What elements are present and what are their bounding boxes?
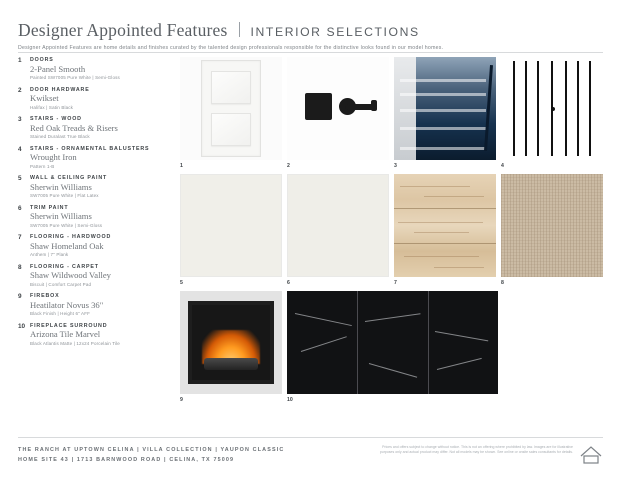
item-category: STAIRS - WOOD — [30, 116, 82, 123]
marble-vein — [435, 331, 488, 341]
page-description: Designer Appointed Features are home details and finishes curated by the talented design professionals responsible for the distinctive looks found in our model homes. — [18, 45, 444, 51]
item-number: 9 — [18, 293, 22, 301]
wood-grain — [434, 267, 484, 268]
item-number: 5 — [18, 175, 22, 183]
fireplace-logs — [204, 358, 258, 370]
item-description: SW7005 Pure White | Semi-Gloss — [30, 222, 103, 228]
item-name: Arizona Tile Marvel — [30, 329, 101, 340]
item-number: 8 — [18, 263, 22, 271]
item-number: 10 — [18, 322, 26, 330]
stair-tread — [400, 79, 486, 82]
wood-grain — [400, 186, 470, 187]
item-number: 7 — [18, 234, 22, 242]
baluster-knuckle — [551, 107, 555, 111]
baluster-icon — [501, 57, 603, 160]
firebox-frame — [188, 301, 274, 384]
door-lever-icon — [287, 57, 389, 160]
list-item — [18, 57, 173, 80]
baluster-rod — [589, 61, 591, 156]
page-title: Designer Appointed Features — [18, 20, 228, 40]
baluster-rod — [565, 61, 567, 156]
title-row — [18, 20, 603, 41]
stair-tread — [400, 127, 486, 130]
swatch-caption: 7 — [394, 280, 397, 286]
item-description: Black Atlantis Matte | 12x24 Porcelain Tile — [30, 340, 120, 346]
lever-tip — [371, 100, 377, 111]
marble-vein — [301, 336, 347, 352]
trim-paint-swatch-image — [287, 174, 389, 277]
swatch-cell-door — [180, 57, 282, 169]
swatch-caption: 10 — [287, 397, 293, 403]
stair-railing — [484, 65, 493, 151]
plank-seam — [394, 243, 496, 244]
swatch-cell-hardwood — [394, 174, 496, 286]
swatch-caption: 1 — [180, 163, 183, 169]
item-description: Stained Duralast True Black — [30, 134, 90, 140]
list-item — [18, 293, 173, 316]
firebox-swatch-image — [180, 291, 282, 394]
baluster-rod — [537, 61, 539, 156]
wall-paint-swatch-image — [180, 174, 282, 277]
swatch-caption: 6 — [287, 280, 290, 286]
item-name: Wrought Iron — [30, 152, 77, 163]
item-number: 4 — [18, 145, 22, 153]
plank-seam — [394, 208, 496, 209]
swatch-caption: 5 — [180, 280, 183, 286]
baluster-swatch-image — [501, 57, 603, 160]
list-item — [18, 205, 173, 228]
stair-tread — [400, 109, 486, 112]
item-description: Biscuit | Comfort Carpet Pad — [30, 281, 92, 287]
fireplace-photo — [180, 291, 282, 394]
swatch-caption: 8 — [501, 280, 504, 286]
list-item — [18, 323, 173, 346]
item-name: Sherwin Williams — [30, 211, 92, 222]
marble-vein — [437, 358, 482, 370]
item-description: Pattern 1-B — [30, 163, 55, 169]
wood-grain — [424, 196, 484, 197]
list-item — [18, 264, 173, 287]
surround-swatch-image — [287, 291, 498, 394]
item-number: 3 — [18, 116, 22, 124]
logo-mark-icon — [579, 442, 603, 466]
hardware-swatch-image — [287, 57, 389, 160]
footer-divider — [18, 437, 603, 438]
item-name: Shaw Wildwood Valley — [30, 270, 111, 281]
swatch-row — [180, 291, 603, 403]
swatch-row — [180, 57, 603, 169]
item-category: FIREBOX — [30, 293, 60, 300]
item-name: Sherwin Williams — [30, 181, 92, 192]
paint-chip-flat — [180, 174, 282, 277]
deadbolt-plate — [305, 93, 332, 120]
item-number: 6 — [18, 204, 22, 212]
legal-disclaimer: Prices and offers subject to change without notice. This is not an offering where prohibited by law. Images are for illustrative purposes only and actual product may differ. Not all models may be shown. See online or onsite sales consultants for details. — [379, 445, 573, 455]
marble-vein — [295, 313, 352, 326]
wood-grain — [414, 232, 469, 233]
title-divider — [239, 22, 240, 37]
carpet-texture — [501, 174, 603, 277]
page-header — [18, 20, 603, 51]
swatch-cell-carpet — [501, 174, 603, 286]
tile-joint — [428, 291, 429, 394]
item-description: Painted SW7005 Pure White | Semi-Gloss — [30, 75, 120, 81]
item-description: Anthem | 7" Plank — [30, 252, 69, 258]
item-description: Black Finish | Height 6" AFF — [30, 311, 90, 317]
paint-chip-semigloss — [287, 174, 389, 277]
item-category: DOOR HARDWARE — [30, 86, 90, 93]
builder-logo — [579, 442, 603, 466]
item-description: SW7005 Pure White | Flat Latex — [30, 193, 99, 199]
swatch-grid — [180, 57, 603, 403]
item-number: 2 — [18, 86, 22, 94]
item-name: Shaw Homeland Oak — [30, 240, 104, 251]
address-line: HOME SITE 43 | 1713 BARNWOOD ROAD | CELINA, TX 75009 — [18, 457, 235, 463]
swatch-cell-firebox — [180, 291, 282, 403]
feature-list — [18, 57, 173, 352]
door-panel-upper — [211, 71, 251, 104]
wood-grain — [404, 256, 479, 257]
swatch-caption: 9 — [180, 397, 183, 403]
item-category: DOORS — [30, 57, 54, 63]
item-description: Halifax | Satin Black — [30, 104, 74, 110]
item-category: TRIM PAINT — [30, 204, 69, 211]
baluster-rod — [513, 61, 515, 156]
baluster-rod — [577, 61, 579, 156]
swatch-cell-wall-paint — [180, 174, 282, 286]
hardwood-swatch-image — [394, 174, 496, 277]
item-category: WALL & CEILING PAINT — [30, 175, 108, 182]
door-panel-lower — [211, 113, 251, 146]
marble-tile-texture — [287, 291, 498, 394]
header-divider — [18, 52, 603, 53]
footer-info — [18, 447, 378, 467]
marble-vein — [365, 313, 421, 322]
swatch-caption: 2 — [287, 163, 290, 169]
wood-plank-texture — [394, 174, 496, 277]
door-icon — [180, 57, 282, 160]
item-number: 1 — [18, 57, 22, 64]
list-item — [18, 87, 173, 110]
list-item — [18, 234, 173, 257]
stair-tread — [400, 147, 486, 150]
list-item — [18, 116, 173, 139]
community-line: THE RANCH AT UPTOWN CELINA | VILLA COLLECTION | YAUPON CLASSIC — [18, 447, 285, 453]
item-category: FLOORING - CARPET — [30, 263, 99, 270]
door-swatch-image — [180, 57, 282, 160]
swatch-cell-stairs — [394, 57, 496, 169]
swatch-row — [180, 174, 603, 286]
tile-joint — [357, 291, 358, 394]
swatch-caption: 4 — [501, 163, 504, 169]
item-name: Heatilator Novus 36" — [30, 299, 104, 310]
item-category: STAIRS - ORNAMENTAL BALUSTERS — [30, 145, 150, 152]
item-name: Kwikset — [30, 93, 59, 104]
baluster-rod — [525, 61, 527, 156]
swatch-caption: 3 — [394, 163, 397, 169]
list-item — [18, 175, 173, 198]
swatch-cell-surround — [287, 291, 498, 403]
swatch-cell-trim-paint — [287, 174, 389, 286]
staircase-photo — [394, 57, 496, 160]
stairs-swatch-image — [394, 57, 496, 160]
page-subtitle-heading: INTERIOR SELECTIONS — [250, 25, 420, 39]
wood-grain — [398, 222, 483, 223]
item-category: FLOORING - HARDWOOD — [30, 234, 112, 241]
item-name: Red Oak Treads & Risers — [30, 122, 118, 133]
swatch-cell-hardware — [287, 57, 389, 169]
item-category: FIREPLACE SURROUND — [30, 322, 108, 329]
door-slab — [201, 60, 261, 157]
stair-tread — [400, 93, 486, 96]
swatch-cell-balusters — [501, 57, 603, 169]
item-name: 2-Panel Smooth — [30, 63, 86, 74]
list-item — [18, 146, 173, 169]
carpet-swatch-image — [501, 174, 603, 277]
marble-vein — [369, 363, 417, 378]
